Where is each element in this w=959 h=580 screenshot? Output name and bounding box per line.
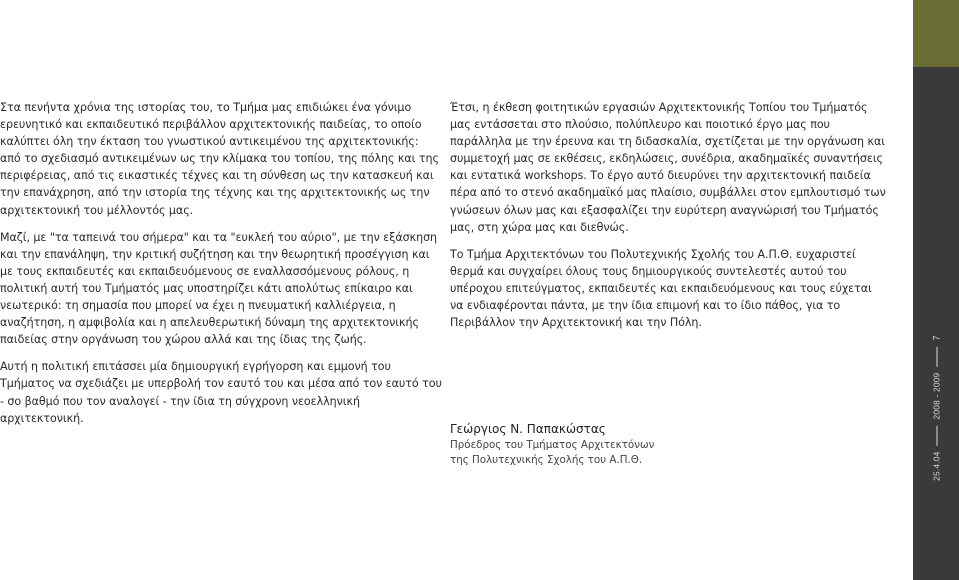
paragraph-vigilance: Αυτή η πολιτική επιτάσσει μία δημιουργική εγρήγορση και εμμονή του Τμήματος να σχεδιάζει με υπερβολή τον εαυτό του και μέσα από τον εαυτό του - σο βαθμό που τον αναλογεί - την ίδια τη σύγχρονη νεοελληνική αρχιτεκτονική. (0, 360, 442, 425)
signature-block (450, 421, 654, 467)
strip-years: 2008 - 2009 (931, 372, 942, 420)
strip-separator (937, 347, 938, 367)
paragraph-policy: Μαζί, με "τα ταπεινά του σήμερα" και τα "ευκλεή του αύριο", με την εξάσκηση και την επανάληψη, την κριτική συζήτηση και την θεωρητική προσέγγιση και με τους εκπαιδευτές και εκπαιδευόμενους σε εναλλασσόμενους ρόλους, η πολιτική αυτή του Τμήματός μας υποστηρίζει κάτι απολύτως επίκαιρο και νεωτερικό: τη σημασία που μπορεί να έχει η πνευματική καλλιέργεια, η αναζήτηση, η αμφιβολία και η απελευθερωτική δύναμη της αρχιτεκτονικής παιδείας στην οργάνωση του χώρου αλλά και της ίδιας της ζωής. (0, 230, 438, 347)
strip-vertical-text (931, 335, 942, 481)
signatory-role-line2: της Πολυτεχνικής Σχολής του Α.Π.Θ. (450, 453, 643, 466)
strip-separator (937, 425, 938, 445)
signatory-name: Γεώργιος Ν. Παπακώστας (450, 422, 606, 436)
signatory-role-line1: Πρόεδρος του Τμήματος Αρχιτεκτόνων (450, 439, 655, 451)
side-strip (913, 0, 959, 580)
paragraph-intro: Στα πενήντα χρόνια της ιστορίας του, το Τμήμα μας επιδιώκει ένα γόνιμο ερευνητικό και εκπαιδευτικό περιβάλλον αρχιτεκτονικής παιδείας, το οποίο καλύπτει όλη την έκταση του γνωστικού αντικειμένου της αρχιτεκτονικής: από το σχεδιασμό αντικειμένων ως την κλίμακα του τοπίου, της πόλης και της περιφέρειας, από τις εικαστικές τέχνες και τη σύνθεση ως την κατασκευή και την επανάχρηση, από την ιστορία της τέχνης και της αρχιτεκτονικής ως την αρχιτεκτονική του μέλλοντός μας. (0, 101, 439, 217)
right-text-column (450, 99, 888, 341)
page-number: 7 (930, 335, 942, 341)
paragraph-thanks: Το Τμήμα Αρχιτεκτόνων του Πολυτεχνικής Σχολής του Α.Π.Θ. ευχαριστεί θερμά και συγχαίρει όλους τους δημιουργικούς συντελεστές αυτού του υπέροχου επιτεύγματος, εκπαιδευτές και εκπαιδευόμενους και τους εύχεται να ενδιαφέρονται πάντα, με την ίδια επιμονή και το ίδιο πάθος, για το Περιβάλλον την Αρχιτεκτονική και την Πόλη. (450, 247, 872, 330)
left-text-column (0, 99, 442, 437)
paragraph-exhibition: Έτσι, η έκθεση φοιτητικών εργασιών Αρχιτεκτονικής Τοπίου του Τμήματός μας εντάσσεται στο πλούσιο, πολύπλευρο και ποιοτικό έργο μας που παράλληλα με την έρευνα και τη διδασκαλία, σχετίζεται με την οργάνωση και συμμετοχή μας σε εκθέσεις, εκδηλώσεις, συνέδρια, ακαδημαϊκές συναντήσεις και εντατικά workshops. Το έργο αυτό διευρύνει την αρχιτεκτονική παιδεία πέρα από το στενό ακαδημαϊκό μας πλαίσιο, συμβάλλει στον εμπλουτισμό των γνώσεων όλων μας και εξασφαλίζει την ευρύτερη αναγνώρισή του Τμήματός μας, στη χώρα μας και διεθνώς. (450, 101, 886, 234)
strip-accent-block (913, 0, 959, 67)
strip-date: 25.4.04 (931, 451, 942, 481)
